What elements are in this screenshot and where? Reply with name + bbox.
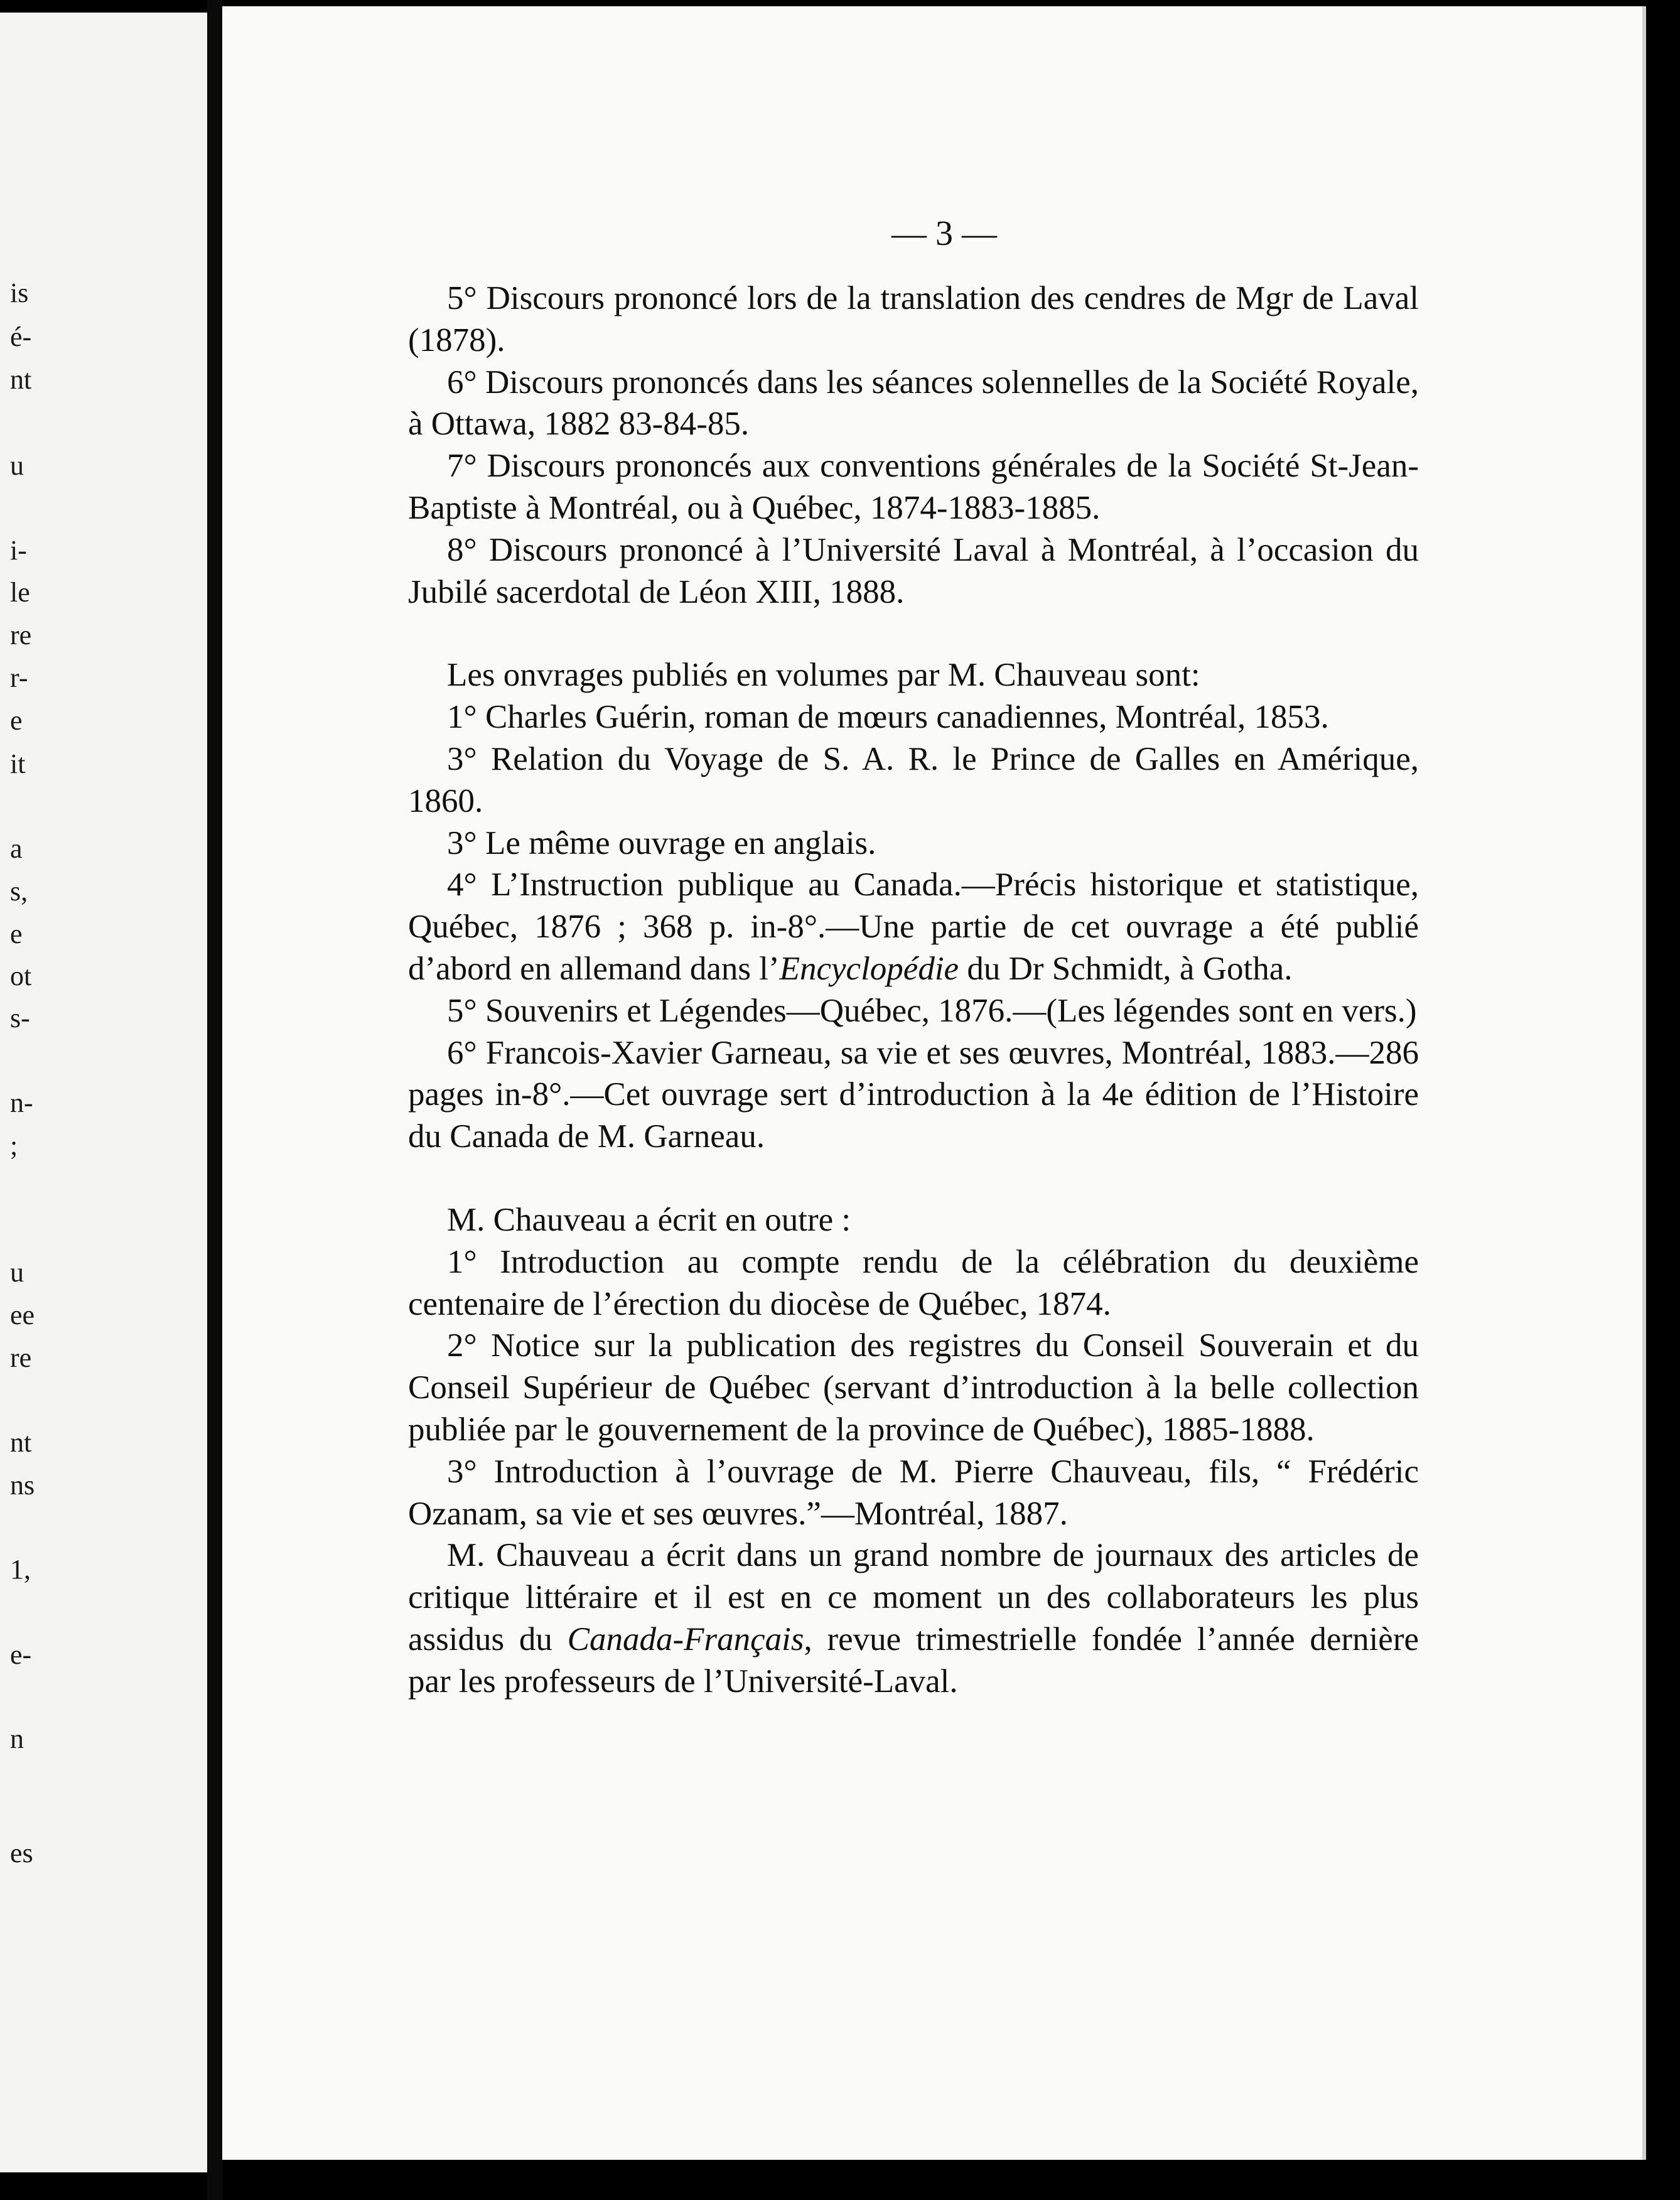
paragraph: 1° Charles Guérin, roman de mœurs canadiennes, Montréal, 1853. xyxy=(447,699,1329,736)
left-page-fragment: u xyxy=(10,1257,24,1288)
left-page-fragment: le xyxy=(10,577,30,608)
left-page-fragment: ; xyxy=(10,1130,18,1161)
page-body xyxy=(408,278,1419,1703)
left-page-fragment: ee xyxy=(10,1300,35,1330)
paragraph xyxy=(408,864,1419,989)
paragraph xyxy=(408,1534,1419,1702)
left-page-fragment: n xyxy=(10,1723,24,1754)
book-gutter xyxy=(207,0,222,2200)
left-page-fragment: u xyxy=(10,450,24,481)
left-page-fragment: s- xyxy=(10,1003,30,1033)
document-page xyxy=(222,6,1646,2160)
paragraph-text: 4° L’Instruction publique au Canada.—Précis historique et statistique, Québec, 1876 ; 368 p. in-8°.—Une partie de cet ouvrage a été publié d’abord en allemand dans l’ xyxy=(408,866,1419,987)
paragraph: Les onvrages publiés en volumes par M. Chauveau sont: xyxy=(447,657,1200,694)
paragraph: 6° Discours prononcés dans les séances solennelles de la Société Royale, à Ottawa, 1882 83-84-85. xyxy=(408,364,1419,443)
left-page-fragment: e- xyxy=(10,1639,32,1670)
paragraph: 2° Notice sur la publication des registres du Conseil Souverain et du Conseil Supérieur de Québec (servant d’introduction à la belle collection publiée par le gouvernement de la province de Québec), 1885-1888. xyxy=(408,1327,1419,1448)
left-page-fragment: nt xyxy=(10,364,32,395)
left-page-fragment: é- xyxy=(10,321,32,352)
paragraph: 3° Relation du Voyage de S. A. R. le Prince de Galles en Amérique, 1860. xyxy=(408,740,1419,819)
left-page-fragment: n- xyxy=(10,1087,33,1118)
left-page-fragment: nt xyxy=(10,1427,32,1458)
left-page-fragment: es xyxy=(10,1838,33,1868)
left-page-fragment: ot xyxy=(10,961,32,991)
left-page-fragment: e xyxy=(10,919,23,949)
left-page-fragment: r- xyxy=(10,662,28,693)
paragraph: 6° Francois-Xavier Garneau, sa vie et ses œuvres, Montréal, 1883.—286 pages in-8°.—Cet ouvrage sert d’introduction à la 4e édition de l’Histoire du Canada de M. Garneau. xyxy=(408,1034,1419,1155)
left-page-fragment: re xyxy=(10,1342,32,1373)
paragraph: 3° Le même ouvrage en anglais. xyxy=(447,824,876,861)
italic-title: Canada-Français xyxy=(567,1620,804,1658)
left-page-fragment: re xyxy=(10,620,32,650)
left-page-fragment: is xyxy=(10,278,29,308)
paragraph-text: M. Chauveau a écrit dans un grand nombre de journaux des articles de critique littéraire et il est en ce moment un des collaborateurs les plus assidus du xyxy=(408,1537,1419,1658)
paragraph-text: , revue trimestrielle fondée l’année dernière par les professeurs de l’Université-Laval. xyxy=(408,1620,1419,1700)
paragraph-text: du Dr Schmidt, à Gotha. xyxy=(959,950,1293,987)
paragraph: 3° Introduction à l’ouvrage de M. Pierre Chauveau, fils, “ Frédéric Ozanam, sa vie et ses œuvres.”—Montréal, 1887. xyxy=(408,1453,1419,1532)
left-page-fragment: s, xyxy=(10,876,28,907)
paragraph: 5° Souvenirs et Légendes—Québec, 1876.—(Les légendes sont en vers.) xyxy=(447,992,1417,1029)
italic-title: Encyclopédie xyxy=(779,950,959,987)
paragraph: 7° Discours prononcés aux conventions générales de la Société St-Jean-Baptiste à Montréal, ou à Québec, 1874-1883-1885. xyxy=(408,448,1419,526)
paragraph: 5° Discours prononcé lors de la translation des cendres de Mgr de Laval (1878). xyxy=(408,280,1419,359)
left-page-fragment: it xyxy=(10,748,26,779)
left-page-fragment: i- xyxy=(10,535,27,566)
left-page-fragment: a xyxy=(10,833,23,864)
paragraph: 1° Introduction au compte rendu de la célébration du deuxième centenaire de l’érection du diocèse de Québec, 1874. xyxy=(408,1243,1419,1322)
left-page-fragment: 1, xyxy=(10,1554,31,1585)
paragraph: M. Chauveau a écrit en outre : xyxy=(447,1201,851,1238)
left-page-fragment: e xyxy=(10,705,23,736)
paragraph: 8° Discours prononcé à l’Université Laval à Montréal, à l’occasion du Jubilé sacerdotal de Léon XIII, 1888. xyxy=(408,531,1419,610)
left-facing-page xyxy=(0,13,207,2172)
left-page-fragment: ns xyxy=(10,1470,35,1501)
page-number: — 3 — xyxy=(891,214,997,253)
